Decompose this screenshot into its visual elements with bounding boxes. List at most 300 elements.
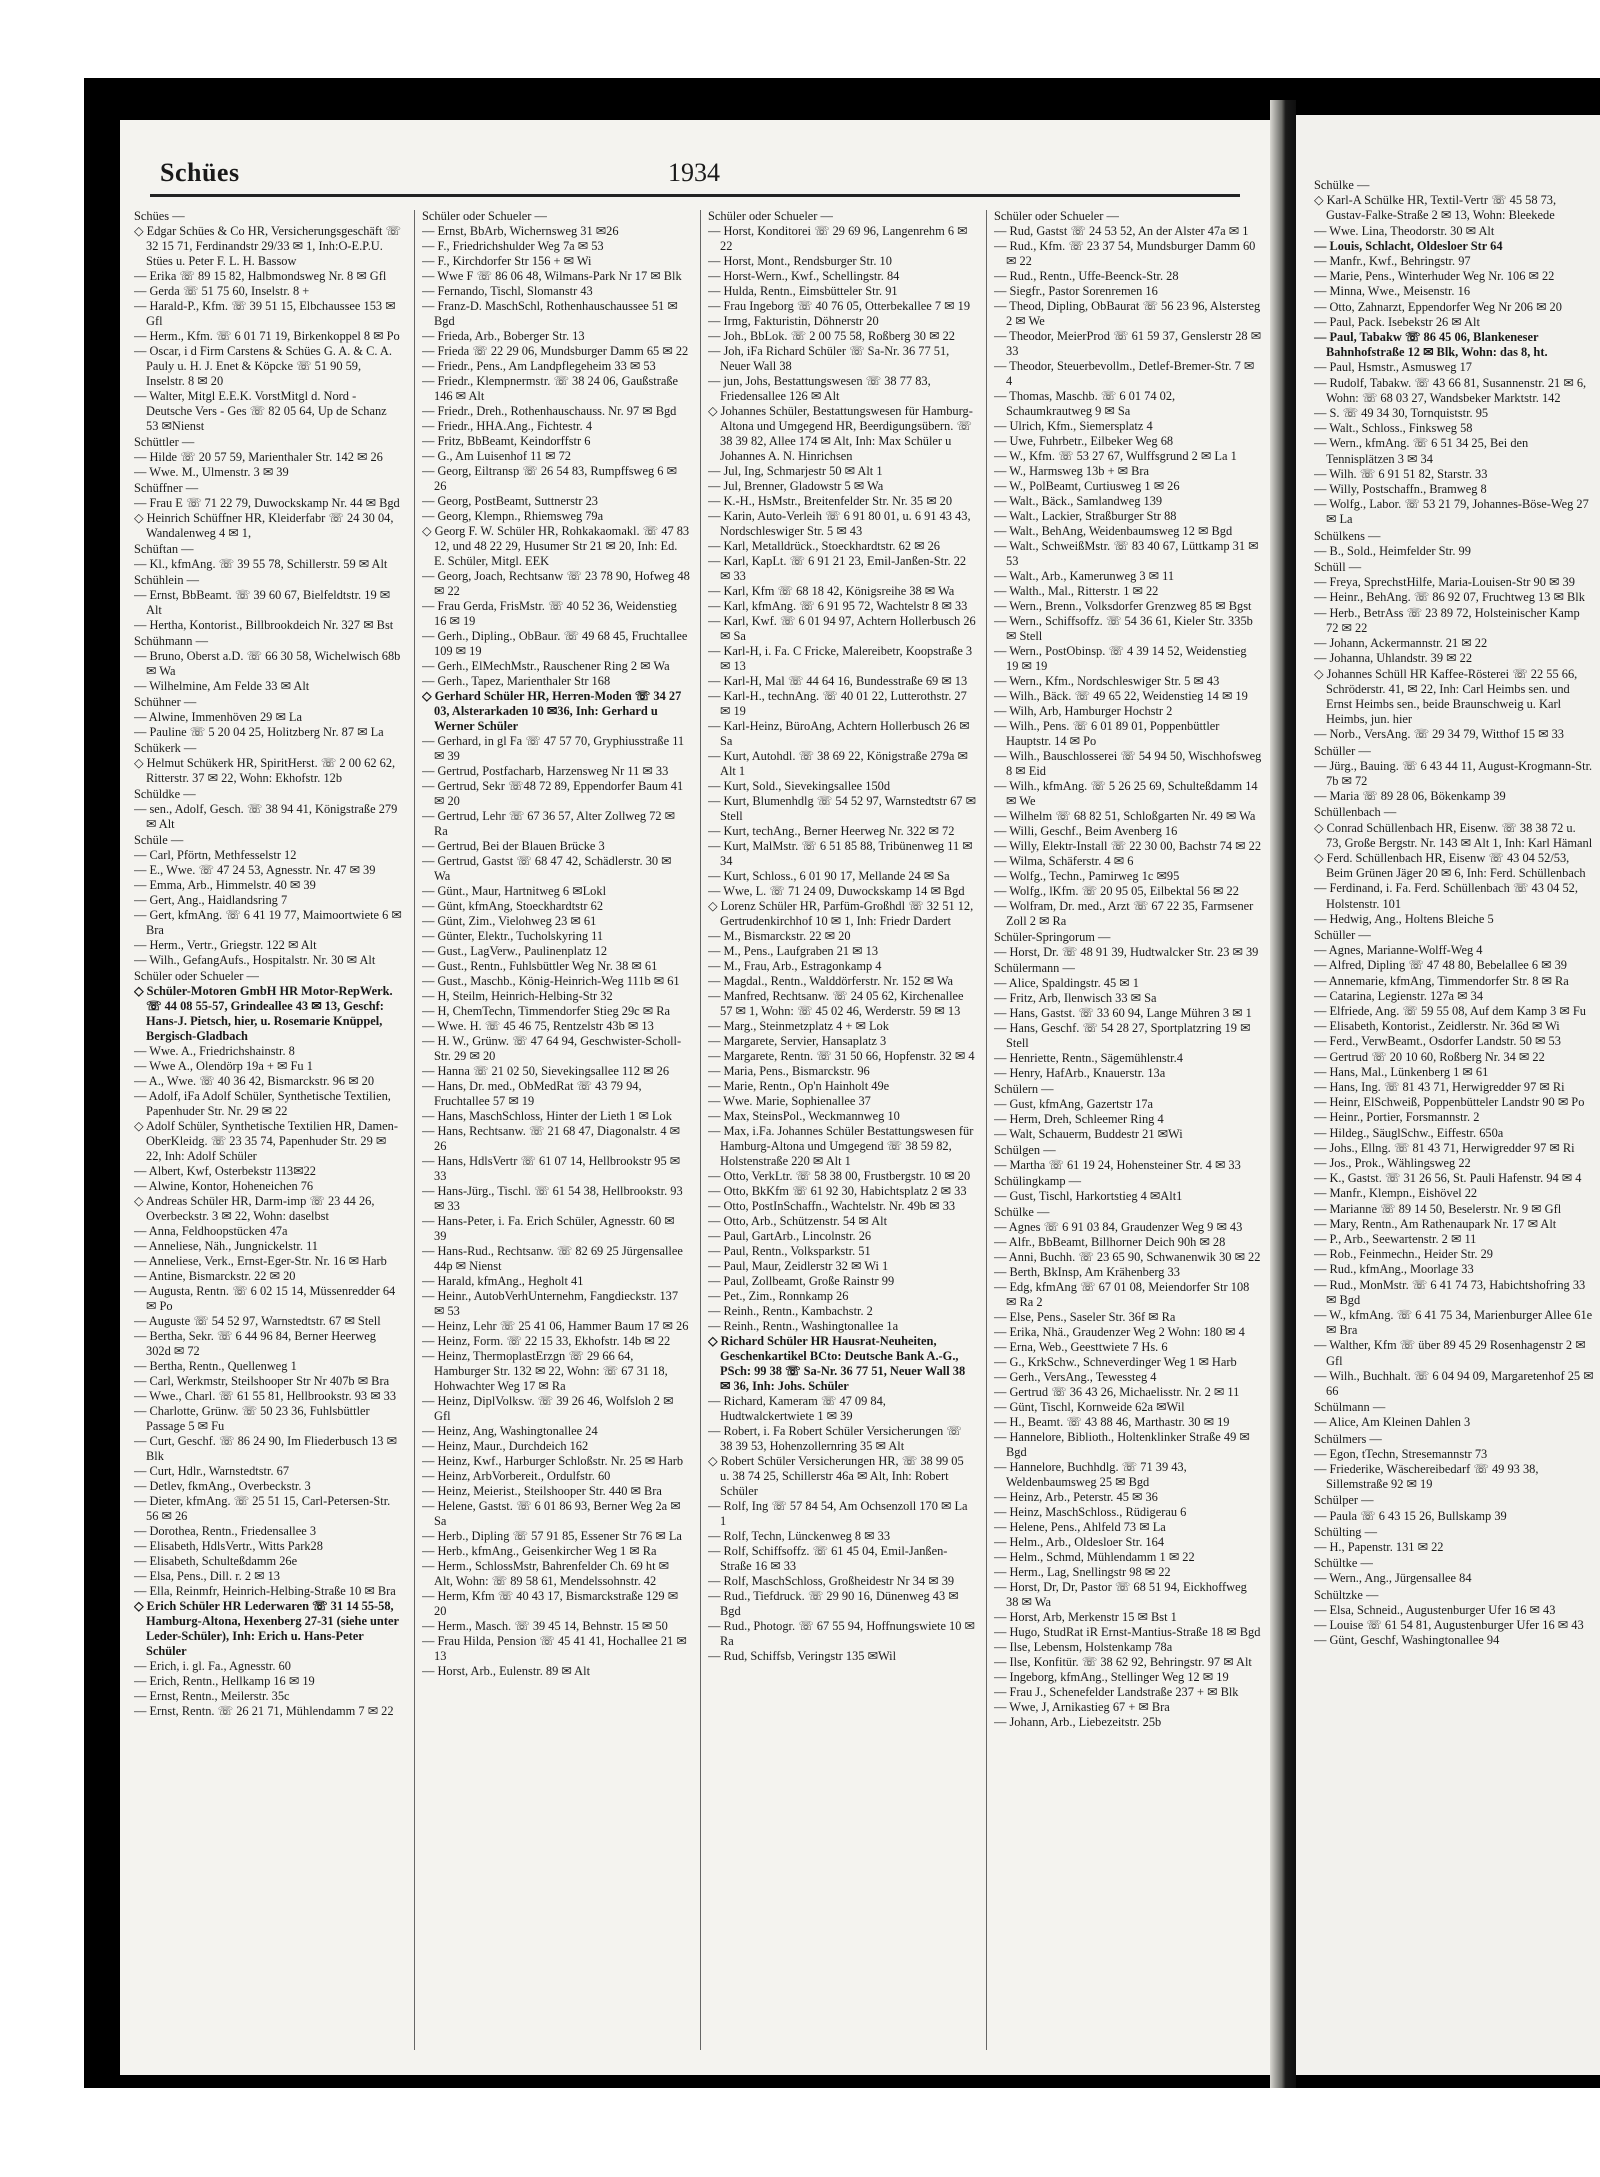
directory-entry: — Anneliese, Näh., Jungnickelstr. 11 — [134, 1239, 318, 1253]
directory-entry: — Robert, i. Fa Robert Schüler Versicherungen ☏ 38 39 53, Hohenzollernring 35 ✉ Alt — [708, 1424, 962, 1453]
directory-entry: — Richard, Kameram ☏ 47 09 84, Hudtwalckertwiete 1 ✉ 39 — [708, 1394, 886, 1423]
directory-entry: — Wern., Schiffsoffz. ☏ 54 36 61, Kieler Str. 335b ✉ Stell — [994, 614, 1253, 643]
directory-entry: — Rud., Photogr. ☏ 67 55 94, Hoffnungswiete 10 ✉ Ra — [708, 1619, 975, 1648]
section-heading: Schülting — — [1314, 1524, 1377, 1539]
directory-entry: — Alwine, Kontor, Hoheneichen 76 — [134, 1179, 314, 1193]
directory-entry: — Gust., LagVerw., Paulinenplatz 12 — [422, 944, 608, 958]
directory-entry: — Horst, Arb, Merkenstr 15 ✉ Bst 1 — [994, 1610, 1177, 1624]
directory-entry: — Wolfg., Techn., Pamirweg 1c ✉95 — [994, 869, 1180, 883]
directory-entry: — Helm., Arb., Oldesloer Str. 164 — [994, 1535, 1165, 1549]
directory-entry: — Ilse, Lebensm, Holstenkamp 78a — [994, 1640, 1173, 1654]
directory-entry: — Carl, Werkmstr, Steilshooper Str Nr 407b ✉ Bra — [134, 1374, 390, 1388]
directory-entry: — Jos., Prok., Wählingsweg 22 — [1314, 1156, 1471, 1170]
directory-entry: — Walt, Schauerm, Buddestr 21 ✉Wi — [994, 1127, 1183, 1141]
directory-entry: — Heinz, MaschSchloss., Rüdigerau 6 — [994, 1505, 1187, 1519]
directory-entry: — Johs., Ellng. ☏ 81 43 71, Herwigredder 97 ✉ Ri — [1314, 1140, 1575, 1155]
section-heading: Schüler oder Schueler — — [134, 969, 259, 983]
directory-entry: — Willi, Geschf., Beim Avenberg 16 — [994, 824, 1178, 838]
directory-entry: — Herm., Kfm. ☏ 6 01 71 19, Birkenkoppel 8 ✉ Po — [134, 329, 400, 343]
directory-entry: — Ulrich, Kfm., Siemersplatz 4 — [994, 419, 1153, 433]
directory-entry: — Alfred, Dipling ☏ 47 48 80, Bebelallee 6 ✉ 39 — [1314, 958, 1567, 973]
directory-entry: — Heinr, ElSchweiß, Poppenbütteler Landstr 90 ✉ Po — [1314, 1095, 1585, 1110]
section-heading: Schülkens — — [1314, 528, 1381, 543]
directory-entry: — B., Sold., Heimfelder Str. 99 — [1314, 543, 1471, 558]
directory-entry: — Karl, KapLt. ☏ 6 91 21 23, Emil-Janßen-Str. 22 ✉ 33 — [708, 554, 967, 583]
section-heading: Schüller — — [1314, 743, 1371, 758]
directory-entry: — Heinz, Arb., Peterstr. 45 ✉ 36 — [994, 1490, 1158, 1504]
directory-entry: — Walt., SchweißMstr. ☏ 83 40 67, Lüttkamp 31 ✉ 53 — [994, 539, 1259, 568]
directory-entry: — Hans, Geschf. ☏ 54 28 27, Sportplatzring 19 ✉ Stell — [994, 1021, 1251, 1050]
section-heading: Schülke — — [1314, 178, 1370, 192]
directory-entry: — Willy, Elektr-Install ☏ 22 30 00, Bachstr 74 ✉ 22 — [994, 839, 1262, 853]
directory-entry: — Hannelore, Biblioth., Holtenklinker Straße 49 ✉ Bgd — [994, 1430, 1250, 1459]
directory-entry: — Karl, Kwf. ☏ 6 01 94 97, Achtern Hollerbusch 26 ✉ Sa — [708, 614, 976, 643]
directory-entry: — Johanna, Uhlandstr. 39 ✉ 22 — [1314, 651, 1473, 666]
directory-entry: — Gert, kfmAng. ☏ 6 41 19 77, Maimoortwiete 6 ✉ Bra — [134, 908, 402, 937]
directory-entry: — Elsa, Schneid., Augustenburger Ufer 16 ✉ 43 — [1314, 1602, 1556, 1617]
directory-entry: — Elisabeth, HdlsVertr., Witts Park28 — [134, 1539, 323, 1553]
directory-entry: — Paul, Hsmstr., Asmusweg 17 — [1314, 360, 1472, 375]
directory-entry: — W., Kfm. ☏ 53 27 67, Wulffsgrund 2 ✉ La 1 — [994, 449, 1237, 463]
directory-entry: — M., Bismarckstr. 22 ✉ 20 — [708, 929, 851, 943]
directory-entry: — Elsa, Pens., Dill. r. 2 ✉ 13 — [134, 1569, 280, 1583]
directory-entry: — Heinz, Ang, Washingtonallee 24 — [422, 1424, 598, 1438]
directory-entry: — Heinz, Lehr ☏ 25 41 06, Hammer Baum 17 ✉ 26 — [422, 1319, 689, 1333]
directory-entry: — Wolfg., lKfm. ☏ 20 95 05, Eilbektal 56 ✉ 22 — [994, 884, 1239, 898]
directory-column-3 — [708, 208, 976, 2058]
header-rule — [150, 194, 1240, 197]
directory-entry: — Hans, Rechtsanw. ☏ 21 68 47, Diagonalstr. 4 ✉ 26 — [422, 1124, 681, 1153]
directory-entry: — Paul, GartArb., Lincolnstr. 26 — [708, 1229, 872, 1243]
section-heading: Schüller — — [1314, 927, 1371, 942]
directory-entry: — Hans, Ing. ☏ 81 43 71, Herwigredder 97 ✉ Ri — [1314, 1079, 1565, 1094]
directory-entry: — Wern., PostObinsp. ☏ 4 39 14 52, Weidenstieg 19 ✉ 19 — [994, 644, 1247, 673]
directory-entry: — Theodor, Steuerbevollm., Detlef-Bremer-Str. 7 ✉ 4 — [994, 359, 1255, 388]
directory-entry: — Alfr., BbBeamt, Billhorner Deich 90h ✉ 28 — [994, 1235, 1226, 1249]
directory-entry: ◇ Erich Schüler HR Lederwaren ☏ 31 14 55-58, Hamburg-Altona, Hexenberg 27-31 (siehe unter Leder-Schüler), Inh: Erich u. Hans-Peter Schüler — [134, 1599, 399, 1658]
directory-entry: — Herb., kfmAng., Geisenkircher Weg 1 ✉ Ra — [422, 1544, 657, 1558]
directory-entry: — Karl-H, i. Fa. C Fricke, Malereibetr, Koopstraße 3 ✉ 13 — [708, 644, 973, 673]
directory-entry: — Herb., Dipling ☏ 57 91 85, Essener Str 76 ✉ La — [422, 1529, 682, 1543]
directory-entry: — Gertrud, Bei der Blauen Brücke 3 — [422, 839, 605, 853]
directory-entry: — G., KrkSchw., Schneverdinger Weg 1 ✉ Harb — [994, 1355, 1237, 1369]
directory-entry: — Georg, Klempn., Rhiemsweg 79a — [422, 509, 604, 523]
section-heading: Schülermann — — [994, 961, 1075, 975]
directory-entry: — Heinr., AutobVerhUnternehm, Fangdieckstr. 137 ✉ 53 — [422, 1289, 679, 1318]
directory-entry: — Emma, Arb., Himmelstr. 40 ✉ 39 — [134, 878, 316, 892]
directory-entry: — Marg., Steinmetzplatz 4 + ✉ Lok — [708, 1019, 889, 1033]
directory-entry: — Horst, Konditorei ☏ 29 69 96, Langenrehm 6 ✉ 22 — [708, 224, 968, 253]
directory-entry: — W., kfmAng. ☏ 6 41 75 34, Marienburger Allee 61e ✉ Bra — [1314, 1308, 1593, 1338]
directory-entry: — Otto, VerkLtr. ☏ 58 38 00, Frustbergstr. 10 ✉ 20 — [708, 1169, 971, 1183]
directory-entry: — Georg, Joach, Rechtsanw ☏ 23 78 90, Hofweg 48 ✉ 22 — [422, 569, 690, 598]
directory-entry: — Alice, Spaldingstr. 45 ✉ 1 — [994, 976, 1139, 990]
directory-entry: — Oscar, i d Firm Carstens & Schües G. A. & C. A. Pauly u. H. J. Enet & Köpcke ☏ 51 90 59, Inselstr. 8 ✉ 20 — [134, 344, 392, 388]
directory-entry: ◇ Lorenz Schüler HR, Parfüm-Großhdl ☏ 32 51 12, Gertrudenkirchhof 10 ✉ 1, Inh: Friedr Dardert — [708, 899, 974, 928]
directory-entry: — Wilh. ☏ 6 91 51 82, Starstr. 33 — [1314, 466, 1488, 481]
directory-entry: — Dorothea, Rentn., Friedensallee 3 — [134, 1524, 317, 1538]
section-heading: Schüftan — — [134, 542, 194, 556]
directory-entry: — Karin, Auto-Verleih ☏ 6 91 80 01, u. 6 91 43 43, Nordschleswiger Str. 5 ✉ 43 — [708, 509, 971, 538]
directory-entry: — Heinz, ArbVorbereit., Ordulfstr. 60 — [422, 1469, 611, 1483]
directory-entry: — Max, i.Fa. Johannes Schüler Bestattungswesen für Hamburg-Altona und Umgegend ☏ 38 59 82, Holstenstraße 220 ✉ Alt 1 — [708, 1124, 974, 1168]
directory-entry: — Gust., Rentn., Fuhlsbüttler Weg Nr. 38 ✉ 61 — [422, 959, 658, 973]
directory-entry: — Karl, Metalldrück., Stoeckhardtstr. 62 ✉ 26 — [708, 539, 940, 553]
directory-entry: — H., Papenstr. 131 ✉ 22 — [1314, 1540, 1444, 1555]
directory-entry: — sen., Adolf, Gesch. ☏ 38 94 41, Königstraße 279 ✉ Alt — [134, 802, 398, 831]
directory-entry: — Otto, Zahnarzt, Eppendorfer Weg Nr 206 ✉ 20 — [1314, 299, 1562, 314]
directory-entry: — Wilh., Buchhalt. ☏ 6 04 94 09, Margaretenhof 25 ✉ 66 — [1314, 1368, 1594, 1399]
directory-entry: — Wilh, Arb, Hamburger Hochstr 2 — [994, 704, 1173, 718]
directory-entry: — Günt, Tischl, Kornweide 62a ✉Wil — [994, 1400, 1185, 1414]
directory-entry: — Rud., Kfm. ☏ 23 37 54, Mundsburger Damm 60 ✉ 22 — [994, 239, 1256, 268]
directory-entry: — Gust, kfmAng, Gazertstr 17a — [994, 1097, 1153, 1111]
directory-entry: — Bruno, Oberst a.D. ☏ 66 30 58, Wichelwisch 68b ✉ Wa — [134, 649, 401, 678]
directory-entry: — Günt, kfmAng, Stoeckhardtstr 62 — [422, 899, 604, 913]
directory-entry: — Erich, Rentn., Hellkamp 16 ✉ 19 — [134, 1674, 315, 1688]
directory-entry: — Günt, Geschf, Washingtonallee 94 — [1314, 1633, 1500, 1648]
directory-entry: — Hans-Jürg., Tischl. ☏ 61 54 38, Hellbrookstr. 93 ✉ 33 — [422, 1184, 683, 1213]
directory-entry: — Alice, Am Kleinen Dahlen 3 — [1314, 1415, 1471, 1430]
directory-entry: — Heinz, Kwf., Harburger Schloßstr. Nr. 25 ✉ Harb — [422, 1454, 684, 1468]
directory-entry: — Reinh., Rentn., Kambachstr. 2 — [708, 1304, 873, 1318]
directory-entry: — M., Pens., Laufgraben 21 ✉ 13 — [708, 944, 879, 958]
directory-entry: — Martha ☏ 61 19 24, Hohensteiner Str. 4 ✉ 33 — [994, 1158, 1241, 1172]
directory-entry: — Henriette, Rentn., Sägemühlenstr.4 — [994, 1051, 1183, 1065]
directory-entry: — Max, SteinsPol., Weckmannweg 10 — [708, 1109, 900, 1123]
directory-entry: — Kurt, Autohdl. ☏ 38 69 22, Königstraße 279a ✉ Alt 1 — [708, 749, 968, 778]
directory-entry: ◇ Johannes Schüll HR Kaffee-Rösterei ☏ 22 55 66, Schröderstr. 41, ✉ 22, Inh: Carl Heimbs sen. und Ernst Heimbs sen., beide Braunschweig u. Karl Heimbs, jun. hier — [1314, 666, 1578, 727]
directory-entry: — Manfr., Klempn., Eishövel 22 — [1314, 1186, 1478, 1201]
directory-entry: — Hans, Gastst. ☏ 33 60 94, Lange Mühren 3 ✉ 1 — [994, 1006, 1252, 1020]
directory-entry: — Heinr., BehAng. ☏ 86 92 07, Fruchtweg 13 ✉ Blk — [1314, 590, 1585, 605]
section-heading: Schüler oder Schueler — — [708, 209, 833, 223]
directory-entry: — jun, Johs, Bestattungswesen ☏ 38 77 83, Friedensallee 126 ✉ Alt — [708, 374, 931, 403]
directory-entry: — Karl, kfmAng. ☏ 6 91 95 72, Wachtelstr 8 ✉ 33 — [708, 599, 968, 613]
directory-entry: — Pauline ☏ 5 20 04 25, Holitzberg Nr. 87 ✉ La — [134, 725, 384, 739]
directory-entry: — Rud, Schiffsb, Veringstr 135 ✉Wil — [708, 1649, 897, 1663]
directory-entry: — K.-H., HsMstr., Breitenfelder Str. Nr. 35 ✉ 20 — [708, 494, 953, 508]
directory-entry: — Frieda, Arb., Boberger Str. 13 — [422, 329, 585, 343]
directory-entry: — Ingeborg, kfmAng., Stellinger Weg 12 ✉ 19 — [994, 1670, 1229, 1684]
directory-entry: — Freya, SprechstHilfe, Maria-Louisen-Str 90 ✉ 39 — [1314, 575, 1575, 590]
directory-entry: — Wern., Ang., Jürgensallee 84 — [1314, 1571, 1472, 1586]
directory-entry: — Frau Gerda, FrisMstr. ☏ 40 52 36, Weidenstieg 16 ✉ 19 — [422, 599, 677, 628]
directory-entry: — Joh., BbLok. ☏ 2 00 75 58, Roßberg 30 ✉ 22 — [708, 329, 955, 343]
directory-entry: — Elisabeth, Schulteßdamm 26e — [134, 1554, 298, 1568]
directory-entry: — Ernst, BbBeamt. ☏ 39 60 67, Bielfeldtstr. 19 ✉ Alt — [134, 588, 391, 617]
directory-entry: — Gerh., VersAng., Tewessteg 4 — [994, 1370, 1157, 1384]
section-heading: Schüttler — — [134, 435, 195, 449]
directory-column-1 — [134, 208, 402, 2058]
directory-entry: — Horst-Wern., Kwf., Schellingstr. 84 — [708, 269, 900, 283]
section-heading: Schühmann — — [134, 634, 208, 648]
section-heading: Schülke — — [994, 1205, 1050, 1219]
directory-entry: — Hans, HdlsVertr ☏ 61 07 14, Hellbrookstr 95 ✉ 33 — [422, 1154, 681, 1183]
directory-entry: — Detlev, fkmAng., Overbeckstr. 3 — [134, 1479, 311, 1493]
directory-entry: — Gust, Tischl, Harkortstieg 4 ✉Alt1 — [994, 1189, 1183, 1203]
directory-entry: — G., Am Luisenhof 11 ✉ 72 — [422, 449, 571, 463]
directory-entry: — Harald-P., Kfm. ☏ 39 51 15, Elbchaussee 153 ✉ Gfl — [134, 299, 396, 328]
directory-entry: — Wolfg., Labor. ☏ 53 21 79, Johannes-Böse-Weg 27 ✉ La — [1314, 497, 1589, 527]
directory-entry: — Gertrud, Lehr ☏ 67 36 57, Alter Zollweg 72 ✉ Ra — [422, 809, 675, 838]
directory-entry: — Kurt, MalMstr. ☏ 6 51 85 88, Tribünenweg 11 ✉ 34 — [708, 839, 973, 868]
directory-entry: — Wwe. M., Ulmenstr. 3 ✉ 39 — [134, 465, 289, 479]
directory-entry: — Günt, Zim., Vielohweg 23 ✉ 61 — [422, 914, 597, 928]
directory-entry: — Uwe, Fuhrbetr., Eilbeker Weg 68 — [994, 434, 1174, 448]
directory-entry: — Marie, Pens., Winterhuder Weg Nr. 106 ✉ 22 — [1314, 269, 1555, 284]
directory-entry: — K., Gastst. ☏ 31 26 56, St. Pauli Hafenstr. 94 ✉ 4 — [1314, 1171, 1582, 1186]
section-heading: Schühner — — [134, 695, 197, 709]
directory-entry: — Norb., VersAng. ☏ 29 34 79, Witthof 15 ✉ 33 — [1314, 727, 1565, 742]
directory-entry: — Wilh., Bauschlosserei ☏ 54 94 50, Wischhofsweg 8 ✉ Eid — [994, 749, 1262, 778]
directory-entry: — Hans, Dr. med., ObMedRat ☏ 43 79 94, Fruchtallee 57 ✉ 19 — [422, 1079, 642, 1108]
directory-entry: — Erika, Nhä., Graudenzer Weg 2 Wohn: 180 ✉ 4 — [994, 1325, 1245, 1339]
directory-entry: — Augusta, Rentn. ☏ 6 02 15 14, Müssenredder 64 ✉ Po — [134, 1284, 396, 1313]
directory-entry: — Antine, Bismarckstr. 22 ✉ 20 — [134, 1269, 296, 1283]
section-heading: Schües — — [134, 209, 185, 223]
directory-entry: — Heinz, DiplVolksw. ☏ 39 26 46, Wolfsloh 2 ✉ Gfl — [422, 1394, 674, 1423]
directory-entry: — Rolf, MaschSchloss, Großheidestr Nr 34 ✉ 39 — [708, 1574, 955, 1588]
directory-entry: — Theod, Dipling, ObBaurat ☏ 56 23 96, Alstersteg 2 ✉ We — [994, 299, 1261, 328]
directory-entry: — P., Arb., Seewartenstr. 2 ✉ 11 — [1314, 1232, 1477, 1247]
directory-column-2 — [422, 208, 690, 2058]
directory-entry: — Wilh., kfmAng. ☏ 5 26 25 69, Schulteßdamm 14 ✉ We — [994, 779, 1258, 808]
directory-entry: — A., Wwe. ☏ 40 36 42, Bismarckstr. 96 ✉ 20 — [134, 1074, 375, 1088]
directory-entry: — Gerhard, in gl Fa ☏ 47 57 70, Gryphiusstraße 11 ✉ 39 — [422, 734, 685, 763]
directory-entry: — Herm, Dreh, Schleemer Ring 4 — [994, 1112, 1164, 1126]
directory-entry: — Wilma, Schäferstr. 4 ✉ 6 — [994, 854, 1134, 868]
directory-entry: — Erich, i. gl. Fa., Agnesstr. 60 — [134, 1659, 291, 1673]
section-heading: Schüffner — — [134, 481, 199, 495]
directory-entry: — Rud., Rentn., Uffe-Beenck-Str. 28 — [994, 269, 1179, 283]
section-heading: Schüler oder Schueler — — [422, 209, 547, 223]
directory-entry: ◇ Heinrich Schüffner HR, Kleiderfabr ☏ 24 30 04, Wandalenweg 4 ✉ 1, — [134, 511, 394, 540]
directory-entry: — Otto, Arb., Schützenstr. 54 ✉ Alt — [708, 1214, 888, 1228]
directory-entry: — Gerh., Tapez, Marienthaler Str 168 — [422, 674, 611, 688]
directory-entry: — Heinz, Meierist., Steilshooper Str. 440 ✉ Bra — [422, 1484, 662, 1498]
directory-entry: ◇ Richard Schüler HR Hausrat-Neuheiten, Geschenkartikel BCto: Deutsche Bank A.-G., PSch: 99 38 ☏ Sa-Nr. 36 77 51, Neuer Wall 38 ✉ 36, Inh: Johs. Schüler — [708, 1334, 966, 1393]
directory-entry: — Walt., Arb., Kamerunweg 3 ✉ 11 — [994, 569, 1175, 583]
directory-entry: — Curt, Geschf. ☏ 86 24 90, Im Fliederbusch 13 ✉ Blk — [134, 1434, 397, 1463]
directory-entry: — Frau Ingeborg ☏ 40 76 05, Otterbekallee 7 ✉ 19 — [708, 299, 971, 313]
directory-entry: — Fernando, Tischl, Slomanstr 43 — [422, 284, 593, 298]
directory-entry: — W., PolBeamt, Curtiusweg 1 ✉ 26 — [994, 479, 1180, 493]
section-heading: Schülper — — [1314, 1493, 1374, 1508]
directory-entry: — Paul, Pack. Isebekstr 26 ✉ Alt — [1314, 314, 1480, 329]
column-divider — [986, 210, 987, 2050]
directory-entry: — Wwe. Lina, Theodorstr. 30 ✉ Alt — [1314, 223, 1495, 238]
directory-entry: — Wwe. Marie, Sophienallee 37 — [708, 1094, 871, 1108]
directory-entry: ◇ Gerhard Schüler HR, Herren-Moden ☏ 34 27 03, Alsterarkaden 10 ✉36, Inh: Gerhard u Werner Schüler — [422, 689, 682, 733]
directory-entry: — Hans-Peter, i. Fa. Erich Schüler, Agnesstr. 60 ✉ 39 — [422, 1214, 675, 1243]
directory-entry: — Günter, Elektr., Tucholskyring 11 — [422, 929, 604, 943]
directory-entry: — Wolfram, Dr. med., Arzt ☏ 67 22 35, Farmsener Zoll 2 ✉ Ra — [994, 899, 1254, 928]
directory-entry: — Otto, BkKfm ☏ 61 92 30, Habichtsplatz 2 ✉ 33 — [708, 1184, 967, 1198]
section-heading: Schüllenbach — — [1314, 805, 1397, 820]
directory-entry: — Fritz, BbBeamt, Keindorffstr 6 — [422, 434, 591, 448]
directory-entry: — Hans, Mal., Lünkenberg 1 ✉ 61 — [1314, 1064, 1489, 1079]
directory-entry: — Gertrud ☏ 20 10 60, Roßberg Nr. 34 ✉ 22 — [1314, 1049, 1545, 1064]
directory-entry: — Paul, Maur, Zeidlerstr 32 ✉ Wi 1 — [708, 1259, 889, 1273]
section-heading: Schüll — — [1314, 560, 1362, 575]
directory-entry: — Paula ☏ 6 43 15 26, Bullskamp 39 — [1314, 1508, 1507, 1523]
directory-page-left — [120, 120, 1270, 2075]
directory-entry: — Heinz, Maur., Durchdeich 162 — [422, 1439, 589, 1453]
directory-entry: — Walt., Bäck., Samlandweg 139 — [994, 494, 1163, 508]
directory-entry: — Anneliese, Verk., Ernst-Eger-Str. Nr. 16 ✉ Harb — [134, 1254, 387, 1268]
directory-entry: — Frieda ☏ 22 29 06, Mundsburger Damm 65 ✉ 22 — [422, 344, 689, 358]
directory-entry: — Hilde ☏ 20 57 59, Marienthaler Str. 142 ✉ 26 — [134, 450, 383, 464]
directory-entry: — Mary, Rentn., Am Rathenaupark Nr. 17 ✉ Alt — [1314, 1216, 1557, 1231]
directory-entry: — Jul, Brenner, Gladowstr 5 ✉ Wa — [708, 479, 884, 493]
directory-entry: — Ernst, BbArb, Wichernsweg 31 ✉26 — [422, 224, 619, 238]
directory-entry: — Jürg., Bauing. ☏ 6 43 44 11, August-Krogmann-Str. 7b ✉ 72 — [1314, 758, 1593, 788]
directory-entry: — H, ChemTechn, Timmendorfer Stieg 29c ✉ Ra — [422, 1004, 671, 1018]
directory-entry: — Gertrud, Postfacharb, Harzensweg Nr 11 ✉ 33 — [422, 764, 669, 778]
directory-entry: — Ernst, Rentn., Meilerstr. 35c — [134, 1689, 290, 1703]
directory-entry: — Agnes, Marianne-Wolff-Weg 4 — [1314, 943, 1483, 958]
directory-entry: — Hans, MaschSchloss, Hinter der Lieth 1 ✉ Lok — [422, 1109, 672, 1123]
directory-entry: — Gerh., Dipling., ObBaur. ☏ 49 68 45, Fruchtallee 109 ✉ 19 — [422, 629, 688, 658]
section-heading: Schüler oder Schueler — — [994, 209, 1119, 223]
directory-entry: — Siegfr., Pastor Sorenremen 16 — [994, 284, 1158, 298]
directory-entry: — Henry, HafArb., Knauerstr. 13a — [994, 1066, 1166, 1080]
directory-entry: — Pet., Zim., Ronnkamp 26 — [708, 1289, 849, 1303]
directory-entry: — Louise ☏ 61 54 81, Augustenburger Ufer 16 ✉ 43 — [1314, 1618, 1584, 1633]
running-head-name: Schües — [160, 158, 240, 187]
directory-entry: — Erika ☏ 89 15 82, Halbmondsweg Nr. 8 ✉ Gfl — [134, 269, 387, 283]
section-heading: Schülmann — — [1314, 1400, 1386, 1415]
directory-entry: — Adolf, iFa Adolf Schüler, Synthetische Textilien, Papenhuder Str. Nr. 29 ✉ 22 — [134, 1089, 391, 1118]
directory-entry: — Gust., Maschb., König-Heinrich-Weg 111b ✉ 61 — [422, 974, 680, 988]
directory-entry: — Ernst, Rentn. ☏ 26 21 71, Mühlendamm 7 ✉ 22 — [134, 1704, 394, 1718]
directory-entry: ◇ Ferd. Schüllenbach HR, Eisenw ☏ 43 04 52/53, Beim Grünen Jäger 20 ✉ 6, Inh: Ferd. Schüllenbach — [1314, 850, 1586, 881]
directory-entry: — Rolf, Techn, Lünckenweg 8 ✉ 33 — [708, 1529, 891, 1543]
directory-entry: — Minna, Wwe., Meisenstr. 16 — [1314, 284, 1471, 299]
directory-entry: — Hans-Rud., Rechtsanw. ☏ 82 69 25 Jürgensallee 44p ✉ Nienst — [422, 1244, 683, 1273]
directory-entry: — Fritz, Arb, Ilenwisch 33 ✉ Sa — [994, 991, 1157, 1005]
directory-entry: — Carl, Pförtn, Methfesselstr 12 — [134, 848, 297, 862]
section-heading: Schültzke — — [1314, 1587, 1379, 1602]
directory-entry: — Elfriede, Ang. ☏ 59 55 08, Auf dem Kamp 3 ✉ Fu — [1314, 1003, 1586, 1018]
directory-entry: — Magdal., Rentn., Walddörferstr. Nr. 152 ✉ Wa — [708, 974, 954, 988]
directory-entry: — Friedr., Pens., Am Landpflegeheim 33 ✉ 53 — [422, 359, 656, 373]
section-heading: Schükerk — — [134, 741, 197, 755]
directory-entry: — Kurt, Blumenhdlg ☏ 54 52 97, Warnstedtstr 67 ✉ Stell — [708, 794, 976, 823]
directory-entry: — Karl-Heinz, BüroAng, Achtern Hollerbusch 26 ✉ Sa — [708, 719, 970, 748]
directory-entry: — Egon, tTechn, Stresemannstr 73 — [1314, 1446, 1488, 1461]
directory-entry: — Herm., SchlossMstr, Bahrenfelder Ch. 69 ht ✉ Alt, Wohn: ☏ 89 58 61, Mendelssohnstr. 42 — [422, 1559, 669, 1588]
directory-entry: — Else, Pens., Saseler Str. 36f ✉ Ra — [994, 1310, 1176, 1324]
directory-entry: — Heinz, Form. ☏ 22 15 33, Ekhofstr. 14b ✉ 22 — [422, 1334, 671, 1348]
directory-entry: — F., Kirchdorfer Str 156 + ✉ Wi — [422, 254, 592, 268]
directory-entry: — Frau E ☏ 71 22 79, Duwockskamp Nr. 44 ✉ Bgd — [134, 496, 400, 510]
directory-entry: — Horst, Arb., Eulenstr. 89 ✉ Alt — [422, 1664, 591, 1678]
directory-entry: — Herm., Masch. ☏ 39 45 14, Behnstr. 15 ✉ 50 — [422, 1619, 668, 1633]
directory-entry: — Anni, Buchh. ☏ 23 65 90, Schwanenwik 30 ✉ 22 — [994, 1250, 1261, 1264]
directory-entry: ◇ Helmut Schükerk HR, SpiritHerst. ☏ 2 00 62 62, Ritterstr. 37 ✉ 22, Wohn: Ekhofstr. 12b — [134, 756, 396, 785]
directory-entry: — Georg, PostBeamt, Suttnerstr 23 — [422, 494, 598, 508]
section-heading: Schüldke — — [134, 787, 196, 801]
directory-entry: — Horst, Mont., Rendsburger Str. 10 — [708, 254, 892, 268]
directory-entry: — Paul, Rentn., Volksparkstr. 51 — [708, 1244, 871, 1258]
directory-entry: — Wwe F ☏ 86 06 48, Wilmans-Park Nr 17 ✉ Blk — [422, 269, 682, 283]
directory-entry: — Wilhelmine, Am Felde 33 ✉ Alt — [134, 679, 310, 693]
directory-entry: — Rud., MonMstr. ☏ 6 41 74 73, Habichtshofring 33 ✉ Bgd — [1314, 1277, 1586, 1307]
directory-entry: — Manfr., Kwf., Behringstr. 97 — [1314, 254, 1471, 269]
directory-entry: — Kl., kfmAng. ☏ 39 55 78, Schillerstr. 59 ✉ Alt — [134, 557, 388, 571]
directory-entry: — Louis, Schlacht, Oldesloer Str 64 — [1314, 238, 1503, 253]
directory-entry: — Rudolf, Tabakw. ☏ 43 66 81, Susannenstr. 21 ✉ 6, Wohn: ☏ 68 03 27, Wandsbeker Marktstr. 142 — [1314, 375, 1587, 405]
directory-entry: — Edg, kfmAng ☏ 67 01 08, Meiendorfer Str 108 ✉ Ra 2 — [994, 1280, 1250, 1309]
directory-entry: — Wwe A., Olendörp 19a + ✉ Fu 1 — [134, 1059, 313, 1073]
directory-entry: — Jul, Ing, Schmarjestr 50 ✉ Alt 1 — [708, 464, 883, 478]
column-divider — [700, 210, 701, 2050]
directory-entry: — Gerh., ElMechMstr., Rauschener Ring 2 ✉ Wa — [422, 659, 670, 673]
section-heading: Schüler-Springorum — — [994, 930, 1111, 944]
directory-entry: — Horst, Dr, Dr, Pastor ☏ 68 51 94, Eickhoffweg 38 ✉ Wa — [994, 1580, 1247, 1609]
page-number: 1934 — [668, 158, 720, 187]
section-heading: Schülern — — [994, 1082, 1054, 1096]
directory-entry: — Walter, Mitgl E.E.K. VorstMitgl d. Nord - Deutsche Vers - Ges ☏ 82 05 64, Up de Schanz 53 ✉Nienst — [134, 389, 387, 433]
directory-entry: — Rud, Gastst ☏ 24 53 52, An der Alster 47a ✉ 1 — [994, 224, 1249, 238]
directory-entry: — Franz-D. MaschSchl, Rothenhauschaussee 51 ✉ Bgd — [422, 299, 678, 328]
directory-entry: — Wern., Kfm., Nordschleswiger Str. 5 ✉ 43 — [994, 674, 1220, 688]
directory-entry: — Wwe, J, Arnikastieg 67 + ✉ Bra — [994, 1700, 1170, 1714]
section-heading: Schülingkamp — — [994, 1174, 1082, 1188]
directory-entry: — Marianne ☏ 89 14 50, Beselerstr. Nr. 9 ✉ Gfl — [1314, 1201, 1562, 1216]
directory-entry: — Annemarie, kfmAng, Timmendorfer Str. 8 ✉ Ra — [1314, 973, 1569, 988]
directory-entry: — Horst, Dr. ☏ 48 91 39, Hudtwalcker Str. 23 ✉ 39 — [994, 945, 1259, 959]
book-gutter — [1270, 100, 1296, 2088]
running-head — [120, 158, 1270, 198]
directory-entry: — Hannelore, Buchhdlg. ☏ 71 39 43, Weldenbaumsweg 25 ✉ Bgd — [994, 1460, 1187, 1489]
directory-entry: — Wwe, L. ☏ 71 24 09, Duwockskamp 14 ✉ Bgd — [708, 884, 965, 898]
directory-entry: — Catarina, Legienstr. 127a ✉ 34 — [1314, 988, 1484, 1003]
directory-entry: — Marie, Rentn., Op'n Hainholt 49e — [708, 1079, 890, 1093]
directory-entry: — Friedr., HHA.Ang., Fichtestr. 4 — [422, 419, 593, 433]
directory-entry: — Frau J., Schenefelder Landstraße 237 + ✉ Blk — [994, 1685, 1239, 1699]
directory-entry: — Gerda ☏ 51 75 60, Inselstr. 8 + — [134, 284, 310, 298]
directory-entry: — Ella, Reinmfr, Heinrich-Helbing-Straße 10 ✉ Bra — [134, 1584, 396, 1598]
directory-entry: — Karl, Kfm ☏ 68 18 42, Königsreihe 38 ✉ Wa — [708, 584, 955, 598]
directory-entry: — Wilh., Bäck. ☏ 49 65 22, Weidenstieg 14 ✉ 19 — [994, 689, 1248, 703]
directory-entry: — Gertrud, Sekr ☏48 72 89, Eppendorfer Baum 41 ✉ 20 — [422, 779, 684, 808]
directory-entry: — Maria ☏ 89 28 06, Bökenkamp 39 — [1314, 789, 1506, 804]
directory-entry: — Herb., BetrAss ☏ 23 89 72, Holsteinischer Kamp 72 ✉ 22 — [1314, 605, 1580, 635]
directory-entry: — Wwe. H. ☏ 45 46 75, Rentzelstr 43b ✉ 13 — [422, 1019, 654, 1033]
directory-entry: ◇ Edgar Schües & Co HR, Versicherungsgeschäft ☏ 32 15 71, Ferdinandstr 29/33 ✉ 1, Inh:O-E.P.U. Stües u. Peter F. L. H. Bassow — [134, 224, 402, 268]
directory-entry: — Helene, Pens., Ahlfeld 73 ✉ La — [994, 1520, 1166, 1534]
directory-entry: — Friedr., Klempnermstr. ☏ 38 24 06, Gaußstraße 146 ✉ Alt — [422, 374, 679, 403]
directory-entry: — Hanna ☏ 21 02 50, Sievekingsallee 112 ✉ 26 — [422, 1064, 670, 1078]
directory-entry: — Rud., kfmAng., Moorlage 33 — [1314, 1262, 1474, 1277]
section-heading: Schültke — — [1314, 1556, 1373, 1571]
directory-entry: — S. ☏ 49 34 30, Tornquiststr. 95 — [1314, 406, 1489, 421]
directory-entry: — Wilh., GefangAufs., Hospitalstr. Nr. 30 ✉ Alt — [134, 953, 376, 967]
directory-entry: — H., Beamt. ☏ 43 88 46, Marthastr. 30 ✉ 19 — [994, 1415, 1230, 1429]
directory-entry: — Paul, Zollbeamt, Große Rainstr 99 — [708, 1274, 895, 1288]
directory-entry: — Helm., Schmd, Mühlendamm 1 ✉ 22 — [994, 1550, 1195, 1564]
directory-entry: — Herm., Vertr., Griegstr. 122 ✉ Alt — [134, 938, 317, 952]
directory-entry: — Karl-H, Mal ☏ 44 64 16, Bundesstraße 69 ✉ 13 — [708, 674, 968, 688]
directory-entry: — Rob., Feinmechn., Heider Str. 29 — [1314, 1247, 1493, 1262]
directory-entry: — Wilh., Pens. ☏ 6 01 89 01, Poppenbüttler Hauptstr. 14 ✉ Po — [994, 719, 1220, 748]
directory-entry: ◇ Adolf Schüler, Synthetische Textilien HR, Damen-OberKleidg. ☏ 23 35 74, Papenhuder Str. 29 ✉ 22, Inh: Adolf Schüler — [134, 1119, 398, 1163]
directory-entry: — Berth, BkInsp, Am Krähenberg 33 — [994, 1265, 1180, 1279]
directory-entry: — M., Frau, Arb., Estragonkamp 4 — [708, 959, 882, 973]
